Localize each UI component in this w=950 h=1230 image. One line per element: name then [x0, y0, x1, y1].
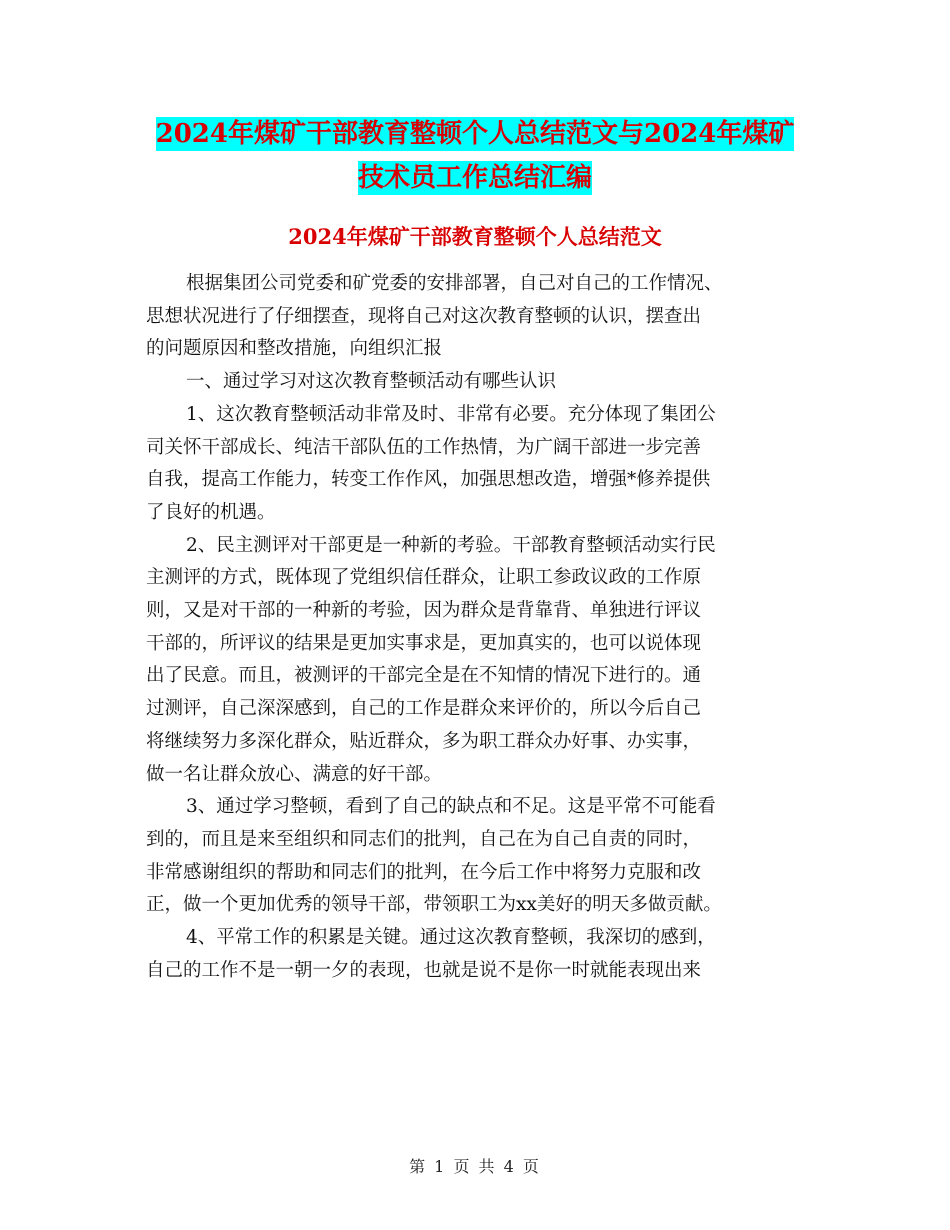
body-line: 3、通过学习整顿，看到了自己的缺点和不足。这是平常不可能看 [186, 796, 716, 818]
title-line-2: 技术员工作总结汇编 [357, 163, 592, 193]
section-title: 2024年煤矿干部教育整顿个人总结范文 [288, 224, 662, 249]
body-line: 做一名让群众放心、满意的好干部。 [146, 763, 443, 785]
body-line: 根据集团公司党委和矿党委的安排部署，自己对自己的工作情况、 [186, 273, 723, 294]
body-line: 思想状况进行了仔细摆查，现将自己对这次教育整顿的认识，摆查出 [146, 305, 702, 327]
body-line: 1、这次教育整顿活动非常及时、非常有必要。充分体现了集团公 [186, 403, 716, 425]
body-line: 非常感谢组织的帮助和同志们的批判，在今后工作中将努力克服和改 [146, 861, 702, 883]
page-footer: 第 1 页 共 4 页 [409, 1157, 541, 1176]
body-line: 的问题原因和整改措施，向组织汇报 [146, 338, 443, 360]
title-line-1: 2024年煤矿干部教育整顿个人总结范文与2024年煤矿 [155, 119, 795, 149]
body-line: 2、民主测评对干部更是一种新的考验。干部教育整顿活动实行民 [186, 534, 716, 556]
body-line: 司关怀干部成长、纯洁干部队伍的工作热情，为广阔干部进一步完善 [146, 436, 702, 458]
document-body [146, 268, 806, 987]
body-line: 将继续努力多深化群众，贴近群众，多为职工群众办好事、办实事， [146, 730, 702, 752]
body-line: 了良好的机遇。 [146, 501, 276, 523]
body-line: 一、通过学习对这次教育整顿活动有哪些认识 [186, 371, 557, 393]
body-line: 正，做一个更加优秀的领导干部，带领职工为xx美好的明天多做贡献。 [146, 894, 722, 916]
body-line: 自己的工作不是一朝一夕的表现，也就是说不是你一时就能表现出来 [146, 959, 702, 981]
body-line: 过测评，自己深深感到，自己的工作是群众来评价的，所以今后自己 [146, 698, 702, 720]
body-line: 出了民意。而且，被测评的干部完全是在不知情的情况下进行的。通 [146, 665, 702, 687]
body-line: 则，又是对干部的一种新的考验，因为群众是背靠背、单独进行评议 [146, 600, 702, 622]
body-line: 干部的，所评议的结果是更加实事求是，更加真实的，也可以说体现 [146, 632, 702, 654]
body-line: 主测评的方式，既体现了党组织信任群众，让职工参政议政的工作原 [146, 567, 702, 589]
body-line: 到的，而且是来至组织和同志们的批判，自己在为自己自责的同时， [146, 828, 702, 850]
body-line: 4、平常工作的积累是关键。通过这次教育整顿，我深切的感到， [186, 927, 716, 949]
body-line: 自我，提高工作能力，转变工作作风，加强思想改造，增强*修养提供 [146, 469, 711, 491]
document-title [140, 112, 810, 200]
